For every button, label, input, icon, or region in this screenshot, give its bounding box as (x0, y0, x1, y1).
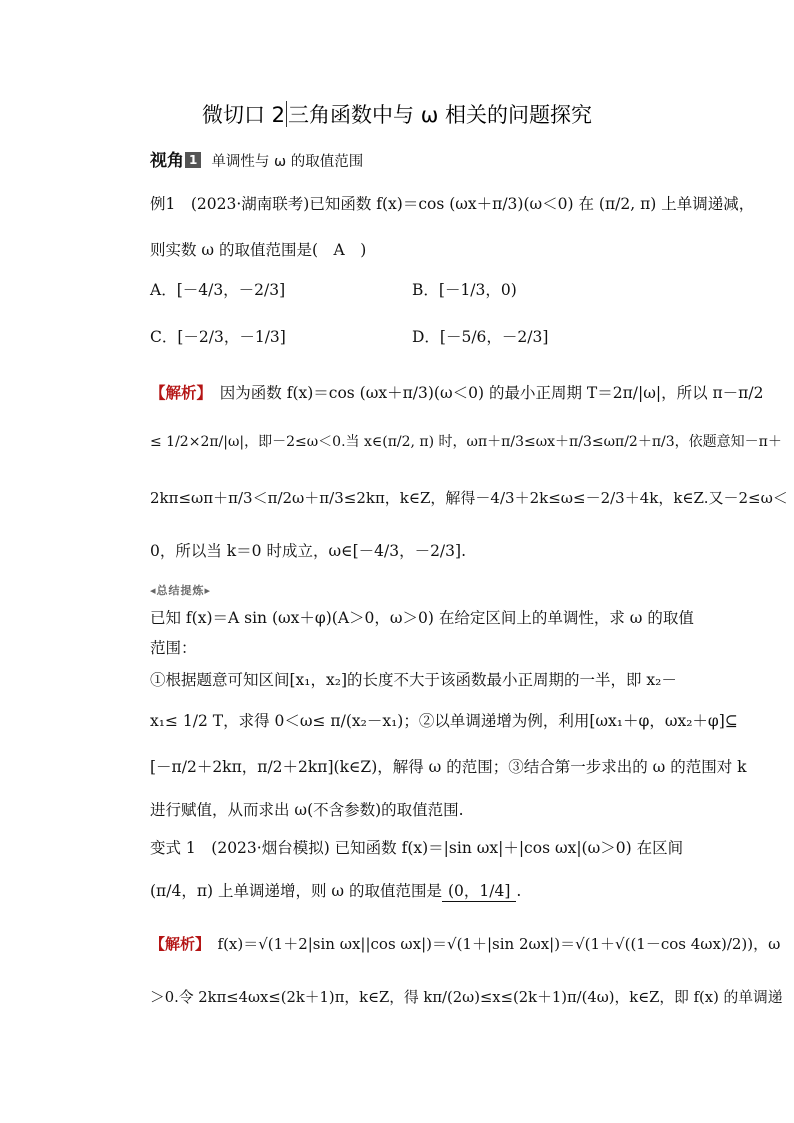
section-heading (150, 146, 363, 171)
variant-answer: (0，1/4] (442, 881, 516, 902)
summary-line-1: 已知 f(x)＝A sin (ωx＋φ)(A＞0，ω＞0) 在给定区间上的单调性，求 ω 的取值 (150, 609, 694, 627)
solution1-line-3: 2kπ≤ωπ＋π/3＜π/2ω＋π/3≤2kπ，k∈Z，解得－4/3＋2k≤ω≤－2/3＋4k，k∈Z.又－2≤ω＜ (150, 489, 788, 507)
summary-line-5: [－π/2＋2kπ，π/2＋2kπ](k∈Z)，解得 ω 的范围；③结合第一步求出的 ω 的范围对 k (150, 758, 747, 776)
title-main: 三角函数中与 ω 相关的问题探究 (288, 103, 592, 127)
view-tag: 视角 (150, 151, 184, 171)
summary-line-4: x₁≤ 1/2 T，求得 0＜ω≤ π/(x₂－x₁)；②以单调递增为例，利用[ωx₁＋φ，ωx₂＋φ]⊆ (150, 712, 738, 730)
view-subtitle: 单调性与 ω 的取值范围 (211, 154, 364, 170)
solution2-label: 【解析】 (150, 935, 203, 953)
solution1-line-1-text: 因为函数 f(x)＝cos (ωx＋π/3)(ω＜0) 的最小正周期 T＝2π/|ω|，所以 π－π/2 (219, 384, 764, 402)
option-c: C．[－2/3，－1/3] (150, 328, 286, 346)
option-b: B．[－1/3，0) (412, 281, 517, 299)
solution2-line-1 (150, 934, 780, 954)
summary-badge: ◂总结提炼▸ (150, 584, 212, 597)
solution1-line-1 (150, 383, 763, 403)
title-prefix: 微切口 2 (202, 103, 286, 127)
solution2-line-2: ＞0.令 2kπ≤4ωx≤(2k＋1)π，k∈Z，得 kπ/(2ω)≤x≤(2k＋1)π/(4ω)，k∈Z，即 f(x) 的单调递 (150, 989, 783, 1006)
option-a: A．[－4/3，－2/3] (150, 281, 286, 299)
solution2-line-1-text: f(x)＝√(1＋2|sin ωx||cos ωx|)＝√(1＋|sin 2ωx|)＝√(1＋√((1－cos 4ωx)/2))，ω (217, 935, 781, 953)
variant-line-2 (150, 881, 521, 902)
option-d: D．[－5/6，－2/3] (412, 328, 549, 346)
variant-line-2-text: (π/4，π) 上单调递增，则 ω 的取值范围是 (150, 882, 442, 900)
example-line-1: 例1 (2023·湖南联考)已知函数 f(x)＝cos (ωx＋π/3)(ω＜0) 在 (π/2, π) 上单调递减， (150, 195, 755, 213)
variant-line-1: 变式 1 (2023·烟台模拟) 已知函数 f(x)＝|sin ωx|＋|cos ωx|(ω＞0) 在区间 (150, 839, 684, 857)
solution1-label: 【解析】 (150, 384, 205, 402)
summary-line-3: ①根据题意可知区间[x₁，x₂]的长度不大于该函数最小正周期的一半，即 x₂－ (150, 671, 677, 689)
title-divider (286, 101, 287, 127)
view-number-badge: 1 (185, 152, 201, 168)
page-title (0, 100, 794, 130)
summary-line-2: 范围： (150, 639, 197, 657)
solution1-line-4: 0，所以当 k＝0 时成立，ω∈[－4/3，－2/3]. (150, 542, 466, 560)
solution1-line-2: ≤ 1/2×2π/|ω|，即－2≤ω＜0.当 x∈(π/2, π) 时，ωπ＋π/3≤ωx＋π/3≤ωπ/2＋π/3，依题意知－π＋ (150, 434, 782, 450)
example-line-2: 则实数 ω 的取值范围是( A ) (150, 241, 367, 259)
summary-line-6: 进行赋值，从而求出 ω(不含参数)的取值范围. (150, 801, 464, 819)
variant-line-2-end: . (516, 882, 522, 900)
